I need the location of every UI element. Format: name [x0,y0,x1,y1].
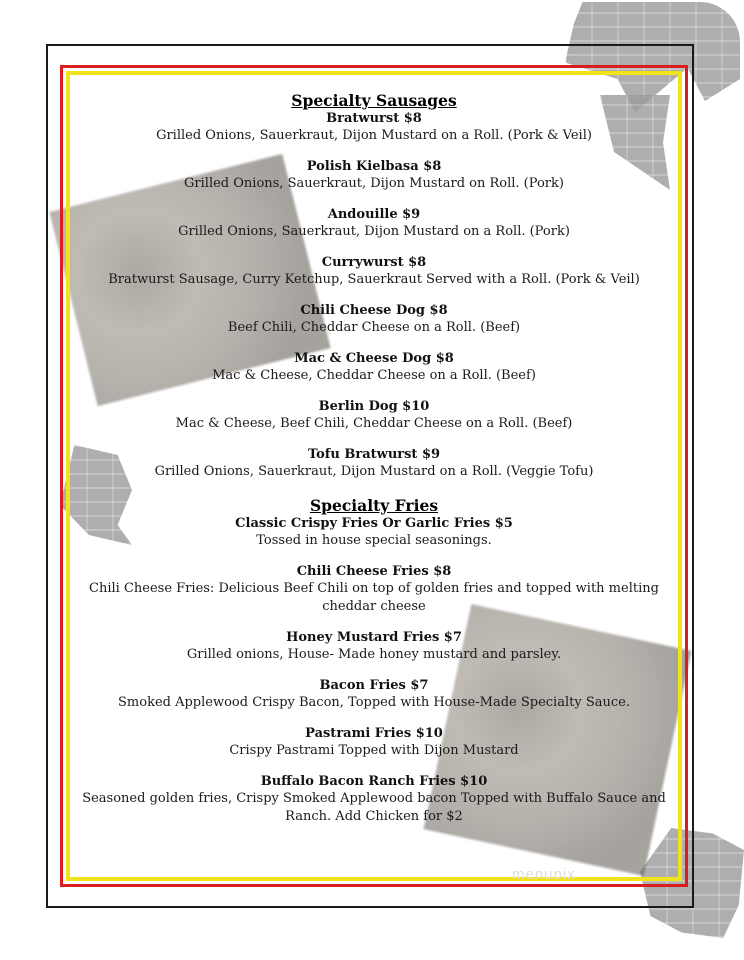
menu-item [60,677,688,712]
watermark: menupix [512,866,576,883]
menu-item [60,254,688,289]
section-title: Specialty Sausages [291,91,457,110]
item-description: Grilled onions, House- Made honey mustard and parsley. [186,647,562,662]
section-title: Specialty Fries [309,496,439,515]
item-name: Pastrami Fries $10 [305,726,443,741]
item-name: Mac & Cheese Dog $8 [294,351,454,366]
menu-item [60,302,688,337]
item-name: Chili Cheese Dog $8 [300,303,448,318]
item-description: Mac & Cheese, Beef Chili, Cheddar Cheese on a Roll. (Beef) [175,416,573,431]
section-specialty-fries [60,497,688,826]
item-description: Crispy Pastrami Topped with Dijon Mustard [229,743,519,758]
item-description: Bratwurst Sausage, Curry Ketchup, Sauerkraut Served with a Roll. (Pork & Veil) [108,272,640,287]
item-description: Tossed in house special seasonings. [256,533,492,548]
item-name: Chili Cheese Fries $8 [296,564,452,579]
menu-item [60,350,688,385]
item-description: Beef Chili, Cheddar Cheese on a Roll. (Beef) [227,320,521,335]
menu-item [60,629,688,664]
item-description: Grilled Onions, Sauerkraut, Dijon Mustard on a Roll. (Pork & Veil) [156,128,592,143]
menu-item [60,206,688,241]
item-description: Chili Cheese Fries: Delicious Beef Chili on top of golden fries and topped with melting cheddar cheese [89,581,659,614]
menu-item [60,773,688,826]
menu-item [60,158,688,193]
item-name: Andouille $9 [327,207,421,222]
menu-item [60,725,688,760]
menu-content [60,92,688,839]
item-name: Honey Mustard Fries $7 [286,630,462,645]
item-name: Tofu Bratwurst $9 [307,447,441,462]
section-specialty-sausages [60,92,688,481]
item-description: Mac & Cheese, Cheddar Cheese on a Roll. (Beef) [212,368,536,383]
menu-item [60,563,688,616]
item-name: Bacon Fries $7 [319,678,429,693]
item-name: Currywurst $8 [321,255,427,270]
menu-item [60,446,688,481]
menu-item [60,398,688,433]
item-description: Grilled Onions, Sauerkraut, Dijon Mustard on a Roll. (Pork) [178,224,570,239]
item-description: Seasoned golden fries, Crispy Smoked Applewood bacon Topped with Buffalo Sauce and Ranch. Add Chicken for $2 [82,791,666,824]
item-name: Berlin Dog $10 [318,399,430,414]
item-description: Grilled Onions, Sauerkraut, Dijon Mustard on Roll. (Pork) [184,176,564,191]
item-name: Bratwurst $8 [326,111,422,126]
item-name: Polish Kielbasa $8 [306,159,442,174]
menu-item [60,515,688,550]
item-name: Buffalo Bacon Ranch Fries $10 [260,774,488,789]
item-description: Smoked Applewood Crispy Bacon, Topped with House-Made Specialty Sauce. [118,695,630,710]
menu-item [60,110,688,145]
item-name: Classic Crispy Fries Or Garlic Fries $5 [235,516,513,531]
item-description: Grilled Onions, Sauerkraut, Dijon Mustard on a Roll. (Veggie Tofu) [154,464,594,479]
